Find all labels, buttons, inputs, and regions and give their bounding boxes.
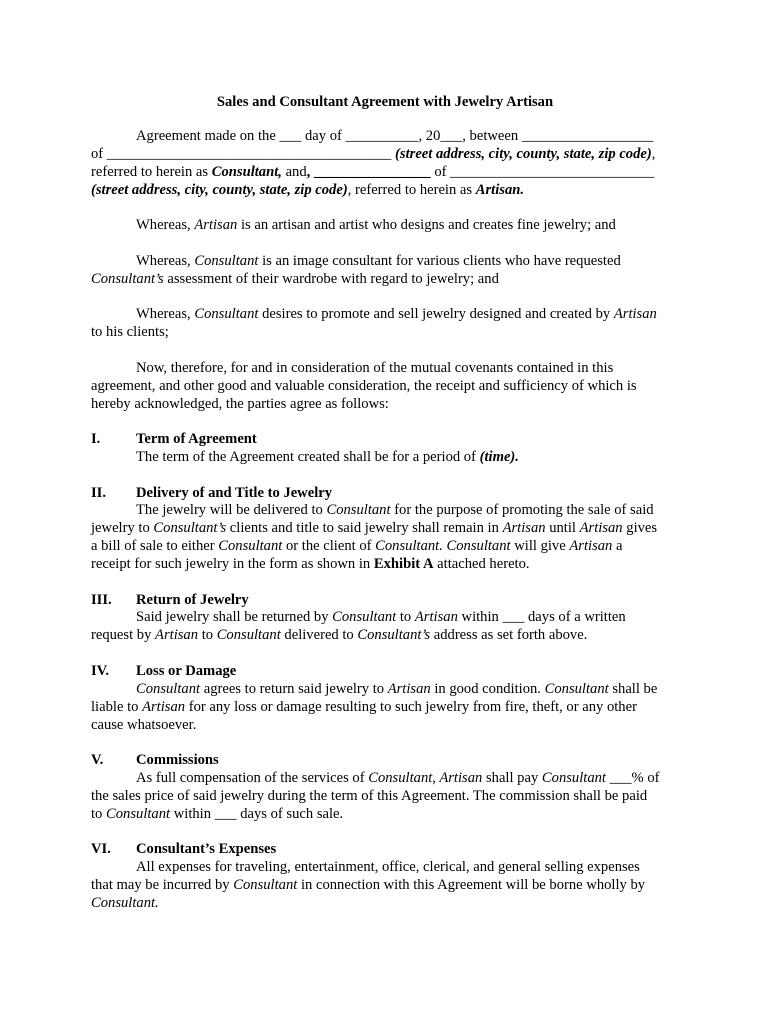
section-heading: Term of Agreement (136, 431, 257, 447)
section-body: The term of the Agreement created shall be for a period of (time). (136, 449, 519, 465)
whereas-clause: Whereas, Consultant is an image consultant for various clients who have requested Consultant’s assessment of their wardrobe with regard to jewelry; and (91, 253, 621, 287)
whereas-clause: Whereas, Artisan is an artisan and artist who designs and creates fine jewelry; and (136, 217, 616, 233)
section-number: II. (91, 485, 107, 501)
section-body: The jewelry will be delivered to Consultant for the purpose of promoting the sale of said jewelry to Consultant’s clients and title to said jewelry shall remain in Artisan until Artisan gives a bill of sale to either Consultant or the client of Consultant. Consultant will give Artisan a receipt for such jewelry in the form as shown in Exhibit A attached hereto. (91, 502, 658, 572)
section-body: As full compensation of the services of Consultant, Artisan shall pay Consultant ___% of the sales price of said jewelry during the term of this Agreement. The commission shall be paid to Consultant within ___ days of such sale. (91, 770, 660, 822)
section-heading: Loss or Damage (136, 663, 237, 679)
section-heading: Delivery of and Title to Jewelry (136, 485, 333, 501)
section-number: VI. (91, 841, 111, 857)
document-title: Sales and Consultant Agreement with Jewelry Artisan (216, 94, 554, 110)
whereas-clause: Whereas, Consultant desires to promote and sell jewelry designed and created by Artisan to his clients; (91, 306, 657, 340)
section-number: IV. (91, 663, 109, 679)
section-heading: Return of Jewelry (136, 592, 249, 608)
section-body: Said jewelry shall be returned by Consultant to Artisan within ___ days of a written request by Artisan to Consultant delivered to Consultant’s address as set forth above. (91, 609, 626, 643)
section-number: V. (91, 752, 104, 768)
section-body: Consultant agrees to return said jewelry to Artisan in good condition. Consultant shall be liable to Artisan for any loss or damage resulting to such jewelry from fire, theft, or any other cause whatsoever. (91, 681, 658, 733)
section-heading: Commissions (136, 752, 219, 768)
section-body: All expenses for traveling, entertainment, office, clerical, and general selling expenses that may be incurred by Consultant in connection with this Agreement will be borne wholly by Consultant. (91, 859, 646, 911)
section-number: I. (91, 431, 101, 447)
section-number: III. (91, 592, 112, 608)
section-heading: Consultant’s Expenses (136, 841, 277, 857)
consideration-paragraph: Now, therefore, for and in consideration of the mutual covenants contained in this agreement, and other good and valuable consideration, the receipt and sufficiency of which is hereby acknowledged, the parties agree as follows: (91, 360, 637, 412)
intro-paragraph: Agreement made on the ___ day of __________, 20___, between __________________ of _______________________________________ (street address, city, county, state, zip code), referred to herein as Consultant, and, ________________ of ____________________________ (street address, city, county, state, zip code), referred to herein as Artisan. (91, 128, 656, 198)
